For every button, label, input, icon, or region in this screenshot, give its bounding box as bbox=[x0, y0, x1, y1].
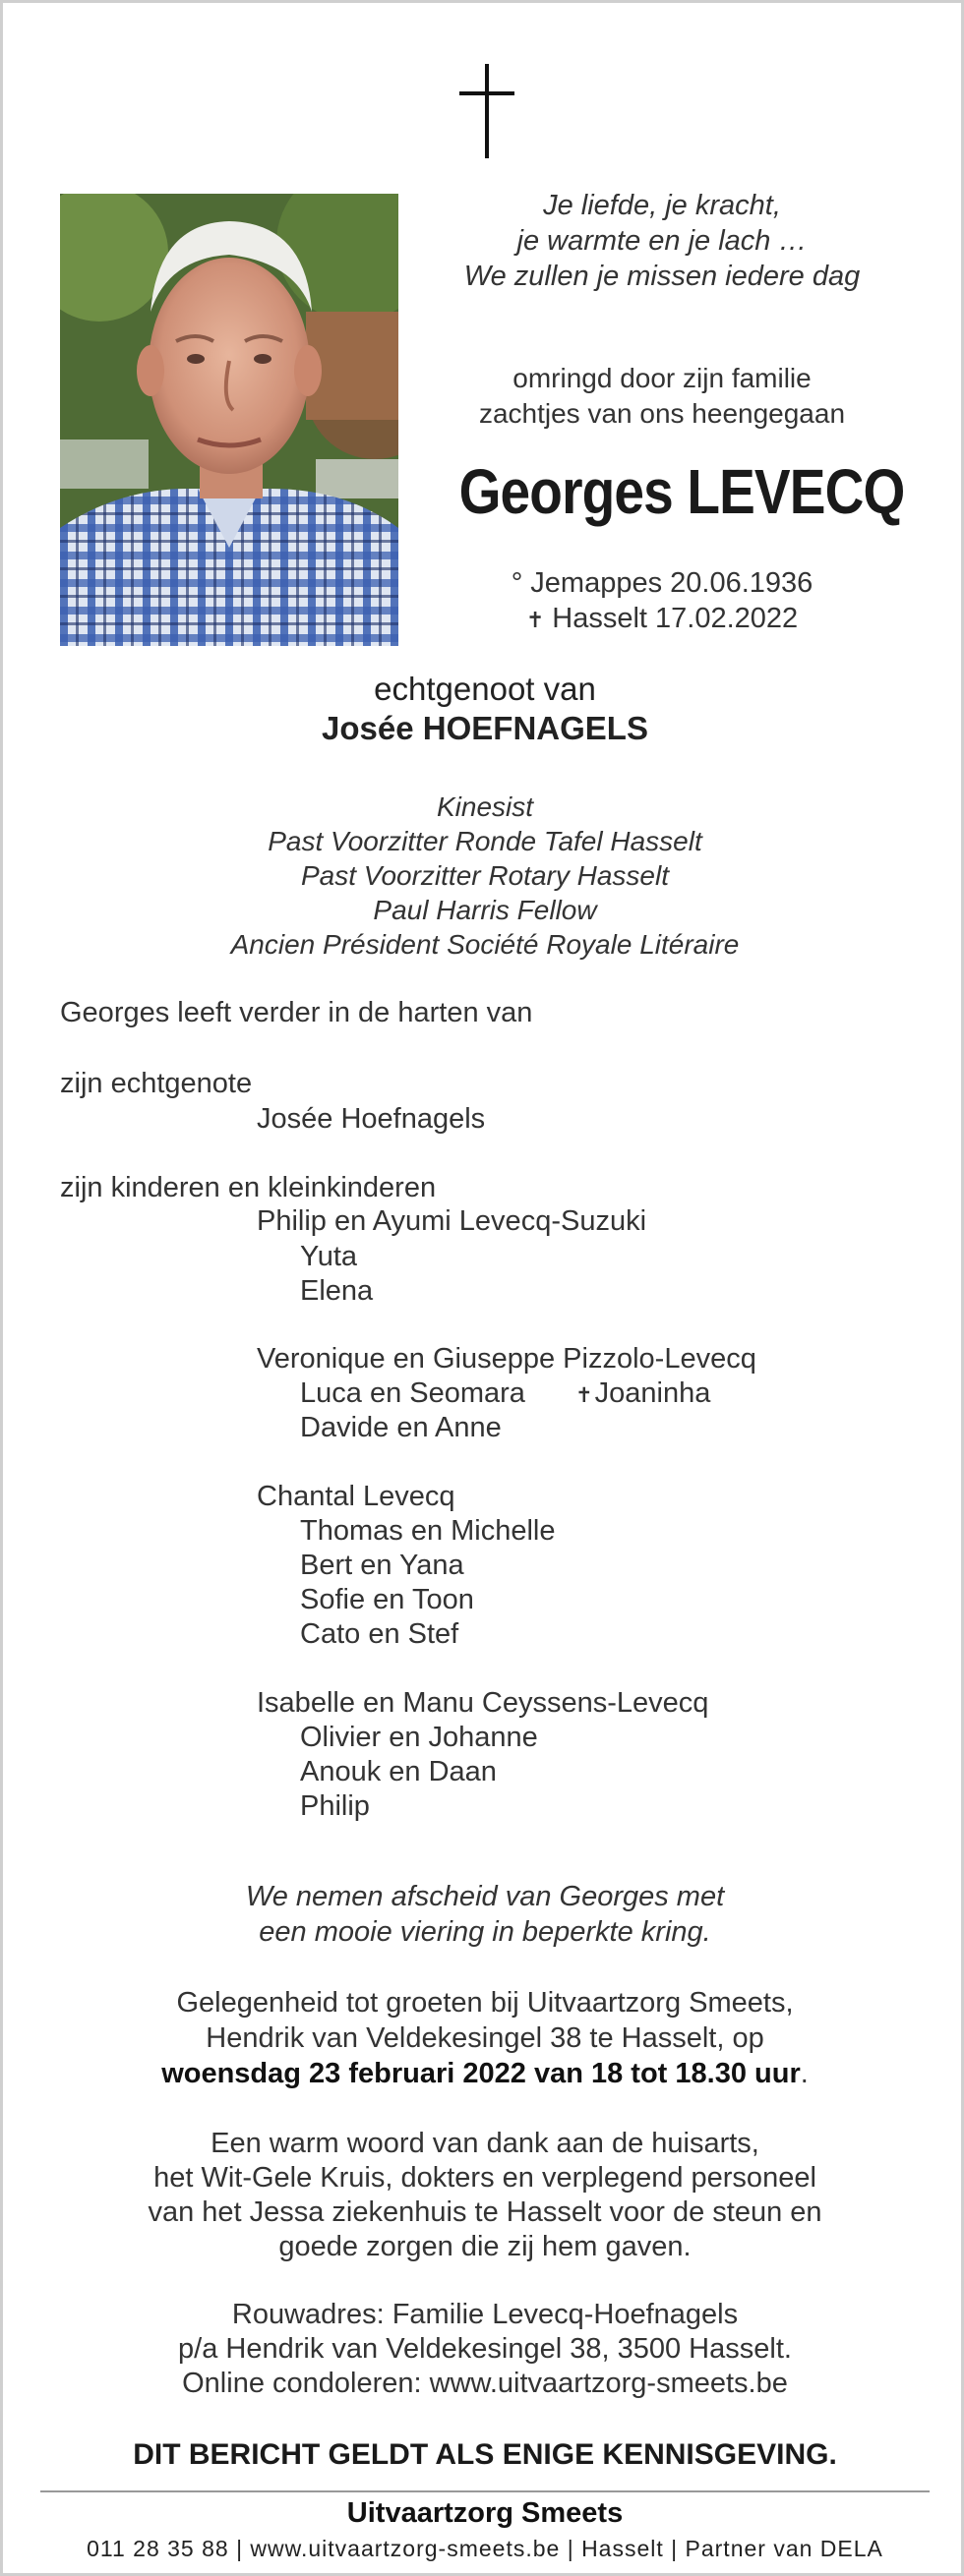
title-item: Past Voorzitter Ronde Tafel Hasselt bbox=[268, 826, 702, 856]
memorial-cross-icon: ✝ bbox=[575, 1384, 593, 1407]
poem bbox=[426, 188, 898, 294]
thanks-text bbox=[3, 2127, 964, 2264]
mourning-address bbox=[3, 2298, 964, 2401]
titles-list bbox=[3, 790, 964, 962]
notice-statement: DIT BERICHT GELDT ALS ENIGE KENNISGEVING. bbox=[133, 2438, 837, 2471]
wife-label: zijn echtgenote bbox=[60, 1068, 253, 1099]
grandchild: Bert en Yana bbox=[300, 1550, 464, 1581]
death-info: Hasselt 17.02.2022 bbox=[552, 603, 799, 634]
title-item: Ancien Président Société Royale Litéraire bbox=[230, 929, 740, 960]
family-intro: Georges leeft verder in de harten van bbox=[60, 997, 533, 1028]
birth-info: Jemappes 20.06.1936 bbox=[530, 567, 813, 599]
passing-text bbox=[426, 361, 898, 432]
wife-name: Josée Hoefnagels bbox=[257, 1103, 486, 1135]
deceased-name: Georges LEVECQ bbox=[458, 456, 905, 527]
visit-date-suffix: . bbox=[800, 2058, 809, 2089]
child-family: Isabelle en Manu Ceyssens-Levecq bbox=[257, 1687, 709, 1719]
child-family: Chantal Levecq bbox=[257, 1481, 455, 1512]
title-item: Paul Harris Fellow bbox=[373, 895, 597, 925]
address-line: Online condoleren: www.uitvaartzorg-smeets.be bbox=[182, 2368, 788, 2399]
birth-symbol: ° bbox=[511, 567, 523, 599]
visitation-info bbox=[3, 1985, 964, 2091]
thanks-line: goede zorgen die zij hem gaven. bbox=[278, 2231, 692, 2262]
child-family: Philip en Ayumi Levecq-Suzuki bbox=[257, 1205, 647, 1237]
poem-line: je warmte en je lach … bbox=[516, 225, 808, 257]
poem-line: Je liefde, je kracht, bbox=[543, 190, 781, 221]
grandchild: Thomas en Michelle bbox=[300, 1515, 556, 1547]
address-line: p/a Hendrik van Veldekesingel 38, 3500 Hasselt. bbox=[178, 2333, 792, 2365]
passing-line: zachtjes van ons heengegaan bbox=[478, 398, 846, 429]
thanks-line: van het Jessa ziekenhuis te Hasselt voor de steun en bbox=[148, 2196, 822, 2228]
grandchild: Luca en Seomara bbox=[300, 1377, 525, 1409]
grandchild: Cato en Stef bbox=[300, 1618, 459, 1650]
visit-line: Gelegenheid tot groeten bij Uitvaartzorg Smeets, bbox=[176, 1987, 794, 2019]
footer-divider bbox=[40, 2490, 930, 2492]
grandchild: Elena bbox=[300, 1275, 374, 1307]
title-item: Past Voorzitter Rotary Hasselt bbox=[301, 860, 669, 891]
grandchild: Sofie en Toon bbox=[300, 1584, 474, 1615]
life-dates bbox=[426, 565, 898, 638]
visit-line: Hendrik van Veldekesingel 38 te Hasselt, op bbox=[206, 2022, 764, 2054]
child-family: Veronique en Giuseppe Pizzolo-Levecq bbox=[257, 1343, 756, 1375]
death-line bbox=[426, 601, 898, 638]
cross-icon bbox=[459, 64, 514, 158]
footer-company: Uitvaartzorg Smeets bbox=[346, 2497, 624, 2529]
grandchild: Anouk en Daan bbox=[300, 1756, 497, 1787]
passing-line: omringd door zijn familie bbox=[512, 363, 812, 393]
children-label: zijn kinderen en kleinkinderen bbox=[60, 1172, 437, 1203]
farewell-line: We nemen afscheid van Georges met bbox=[245, 1881, 725, 1912]
memorial-name: Joaninha bbox=[594, 1377, 711, 1409]
farewell-text bbox=[3, 1879, 964, 1950]
memorial-grandchild bbox=[575, 1376, 710, 1413]
death-cross-icon: ✝ bbox=[525, 608, 545, 632]
title-item: Kinesist bbox=[436, 791, 534, 822]
visit-date-line bbox=[3, 2056, 964, 2091]
grandchild: Philip bbox=[300, 1790, 370, 1822]
thanks-line: Een warm woord van dank aan de huisarts, bbox=[211, 2128, 759, 2159]
poem-line: We zullen je missen iedere dag bbox=[463, 261, 861, 292]
visit-date: woensdag 23 februari 2022 van 18 tot 18.30 uur bbox=[161, 2058, 801, 2089]
portrait-photo bbox=[60, 194, 398, 646]
grandchild: Yuta bbox=[300, 1241, 358, 1272]
spouse-block bbox=[3, 670, 964, 748]
address-line: Rouwadres: Familie Levecq-Hoefnagels bbox=[231, 2299, 739, 2330]
footer-contact: 011 28 35 88 | www.uitvaartzorg-smeets.be | Hasselt | Partner van DELA bbox=[87, 2536, 883, 2561]
spouse-label: echtgenoot van bbox=[374, 671, 596, 707]
spouse-name: Josée HOEFNAGELS bbox=[322, 710, 648, 746]
grandchild: Olivier en Johanne bbox=[300, 1722, 538, 1753]
farewell-line: een mooie viering in beperkte kring. bbox=[259, 1916, 711, 1948]
grandchild: Davide en Anne bbox=[300, 1412, 502, 1443]
thanks-line: het Wit-Gele Kruis, dokters en verplegend personeel bbox=[153, 2162, 816, 2194]
birth-line bbox=[426, 565, 898, 601]
